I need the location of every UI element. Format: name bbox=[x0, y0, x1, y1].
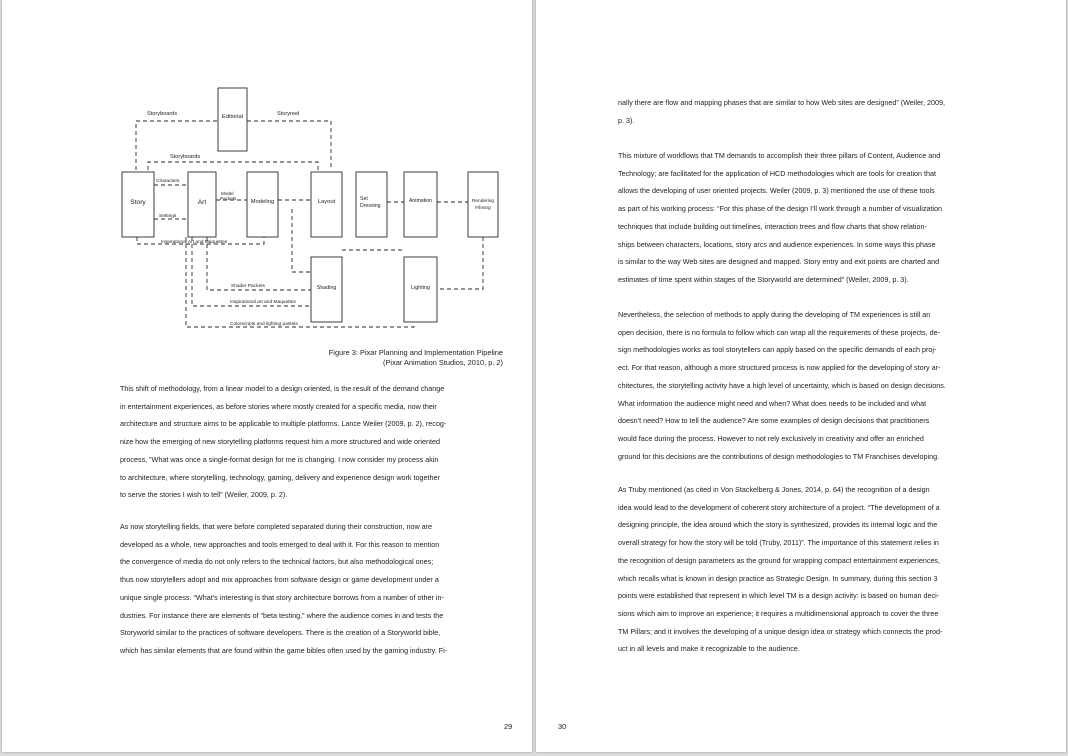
text-line: What information the audience might need and when? What does needs to be included and what bbox=[618, 398, 927, 408]
text-line: process, “What was once a single-format design for me is changing. I now consider my process akin bbox=[120, 454, 439, 464]
label-editorial: Editorial bbox=[222, 114, 243, 120]
right-page bbox=[536, 0, 1066, 752]
label-inspirational-1: Inspirational Art and Maquettes bbox=[161, 240, 228, 245]
label-inspirational-2: Inspirational art and Maquettes bbox=[230, 300, 296, 305]
text-line: would face during the process. However to not rely exclusively in creativity and offer an enriched bbox=[618, 433, 924, 443]
text-line: ground for this decisions are the contributions of design methodologies to TM Franchises developing. bbox=[618, 451, 940, 461]
label-model-packets-2: Packets bbox=[220, 196, 237, 201]
page-number: 29 bbox=[504, 722, 513, 731]
text-line: chitectures, the storytelling activity have a high level of uncertainty, which is based on design decisions. bbox=[618, 380, 946, 390]
text-line: as part of his working process: “For this phase of the design I’ll work through a number of visualization bbox=[618, 204, 942, 214]
label-colorscripts: Colorscripts and lighting pastels bbox=[230, 322, 298, 327]
label-shading: Shading bbox=[316, 285, 337, 291]
text-line: dustries. For instance there are elements of “beta testing,” where the audience comes in and tests the bbox=[120, 610, 444, 620]
label-art: Art bbox=[197, 199, 207, 206]
label-story: Story bbox=[130, 199, 146, 206]
text-line: sions which aim to improve an experience; it requires a multidimensional approach to cover the three bbox=[618, 608, 939, 618]
label-lighting: Lighting bbox=[411, 285, 430, 291]
label-set-dressing-2: Dressing bbox=[360, 203, 381, 209]
process-boxes bbox=[122, 88, 498, 322]
text-line: points were established that represent in which level TM is a design activity: is based on human deci- bbox=[618, 591, 940, 601]
figure-caption-line-2: (Pixar Animation Studios, 2010, p. 2) bbox=[383, 358, 503, 367]
label-rendering-1: Rendering bbox=[471, 199, 495, 204]
text-line: developed as a whole, new approaches and tools emerged to deal with it. For this reason to mention bbox=[120, 539, 440, 549]
label-layout: Layout bbox=[317, 199, 336, 205]
text-line: the recognition of design parameters as the ground for wrapping compact entertainment experiences, bbox=[618, 555, 941, 565]
label-storyreel: Storyreel bbox=[277, 111, 300, 117]
text-line: Nevertheless, the selection of methods to apply during the developing of TM experiences is still an bbox=[618, 310, 931, 319]
text-line: which has similar elements that are found within the game bibles often used by the gaming industry. Fi- bbox=[120, 645, 448, 655]
text-line: This shift of methodology, from a linear model to a design oriented, is the result of the demand change bbox=[120, 384, 445, 393]
text-line: techniques that include building out timelines, interaction trees and flow charts that show relation- bbox=[618, 221, 927, 231]
label-settings: Settings bbox=[159, 214, 177, 219]
label-model-packets-1: Model bbox=[221, 191, 234, 196]
text-line: sign methodologies works as tool storytellers can apply based on the specific demands of each proj- bbox=[618, 345, 937, 355]
label-rendering-2: Filming bbox=[475, 206, 491, 211]
text-line: nally there are flow and mapping phases that are similar to how Web sites are designed” (Weiler, 2009, bbox=[618, 98, 945, 107]
paragraph bbox=[618, 306, 946, 465]
text-line: estimates of time spent within stages of the Storyworld are determined” (Weiler, 2009, p. 3). bbox=[618, 274, 909, 284]
text-line: This mixture of workflows that TM demands to accomplish their three pillars of Content, Audience and bbox=[618, 151, 941, 160]
text-line: the convergence of media do not only refers to the technical factors, but also methodological ones; bbox=[120, 557, 434, 567]
text-line: Technology; are facilitated for the application of HCD methodologies which are tools for creation that bbox=[618, 168, 937, 178]
label-storyboards-top: Storyboards bbox=[147, 111, 178, 117]
figure-caption-line-1: Figure 3: Pixar Planning and Implementation Pipeline bbox=[328, 348, 503, 357]
label-shader-packets: Shader Packets bbox=[231, 284, 265, 289]
text-line: thus now storytellers adopt and mix approaches from software design or game development under a bbox=[120, 575, 439, 585]
paragraph bbox=[618, 147, 942, 289]
text-line: in entertainment experiences, as before stories where mostly created for a specific media, now their bbox=[120, 401, 437, 411]
text-line: uct in all levels and make it recognizable to the audience. bbox=[618, 644, 800, 654]
text-line: As now storytelling fields, that were before completed separated during their construction, now are bbox=[120, 522, 433, 531]
paragraph bbox=[120, 380, 446, 504]
paragraph bbox=[618, 481, 942, 658]
left-page bbox=[2, 0, 532, 752]
text-line: architecture and structure aims to be applicable to multiple platforms. Lance Weiler (2009, p. 2), recog- bbox=[120, 419, 447, 429]
text-line: which recalls what is known in design practice as Strategic Design. In summary, during this section 3 bbox=[618, 573, 938, 583]
text-line: p. 3). bbox=[618, 115, 635, 125]
text-line: unique single process. “What’s interesting is that story architecture borrows from a number of other in- bbox=[120, 592, 444, 602]
text-line: As Truby mentioned (as cited in Von Stackelberg & Jones, 2014, p. 64) the recognition of a design bbox=[618, 485, 930, 494]
label-animation: Animation bbox=[408, 198, 433, 204]
pipeline-figure bbox=[2, 0, 532, 340]
text-line: to architecture, where storytelling, technology, gaming, delivery and experience design work together bbox=[120, 472, 440, 482]
text-line: doesn’t need? How to tell the audience? Are some examples of design decisions that practitioners bbox=[618, 416, 930, 426]
label-characters: Characters bbox=[156, 179, 180, 184]
text-line: allows the developing of user oriented projects. Weiler (2009, p. 3) mentioned the use of these tools bbox=[618, 186, 935, 196]
text-line: designing principle, the idea around which the story is synthesized, provides its internal logic and the bbox=[618, 520, 938, 530]
page-number: 30 bbox=[558, 722, 567, 731]
label-modeling: Modeling bbox=[250, 199, 275, 205]
text-line: ect. For that reason, although a more structured process is now applied for the developing of story ar- bbox=[618, 363, 941, 373]
label-storyboards-mid: Storyboards bbox=[170, 154, 201, 160]
text-line: open decision, there is no formula to follow which can wrap all the requirements of these projects, de- bbox=[618, 327, 941, 337]
paragraph bbox=[618, 94, 945, 129]
label-set-dressing-1: Set bbox=[360, 196, 368, 202]
paragraph bbox=[120, 518, 447, 660]
text-line: Storyworld similar to the practices of software developers. There is the creation of a Storyworld bible, bbox=[120, 628, 441, 638]
text-line: nize how the emerging of new storytelling platforms request him a more structured and wide oriented bbox=[120, 437, 441, 447]
text-line: is similar to the way Web sites are designed and mapped. Story entry and exit points are charted and bbox=[618, 257, 940, 267]
text-line: to serve the stories I wish to tell” (Weiler, 2009, p. 2). bbox=[120, 490, 288, 500]
text-line: TM Pillars; and it involves the developing of a unique design idea or strategy which connects the prod- bbox=[618, 626, 943, 636]
text-line: idea would lead to the development of coherent story architecture of a project. “The development of a bbox=[618, 502, 940, 512]
text-line: overall strategy for how the story will be told (Truby, 2011)”. The importance of this statement relies in bbox=[618, 538, 939, 548]
text-line: ships between characters, locations, story arcs and audience experiences. In some ways this phase bbox=[618, 239, 936, 249]
figure-caption bbox=[329, 348, 503, 368]
